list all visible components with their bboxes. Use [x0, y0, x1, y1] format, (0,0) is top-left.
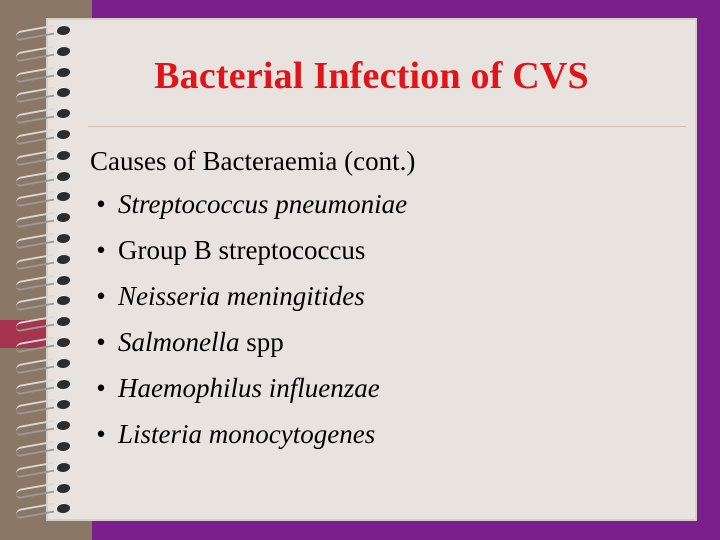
- list-item: [90, 417, 680, 463]
- coil-wire: [16, 233, 54, 250]
- bullet-icon: •: [96, 327, 106, 357]
- spiral-coil: [10, 186, 82, 206]
- coil-wire: [16, 503, 54, 520]
- bullet-icon: •: [96, 189, 106, 219]
- binding-hole: [56, 212, 70, 222]
- list-item-text: Listeria monocytogenes: [118, 419, 376, 449]
- coil-wire: [16, 420, 54, 437]
- bullet-list: [90, 187, 680, 463]
- species-suffix: spp: [239, 327, 284, 357]
- spiral-coil: [10, 353, 82, 373]
- spiral-coil: [10, 436, 82, 456]
- binding-hole: [56, 254, 70, 264]
- spiral-coil: [10, 270, 82, 290]
- list-item-text: Neisseria meningitides: [118, 281, 365, 311]
- binding-hole: [56, 462, 70, 472]
- binding-hole: [56, 108, 70, 118]
- spiral-coil: [10, 498, 82, 518]
- spiral-coil: [10, 228, 82, 248]
- binding-hole: [56, 441, 70, 451]
- spiral-coil: [10, 124, 82, 144]
- binding-hole: [56, 483, 70, 493]
- coil-wire: [16, 212, 54, 229]
- spiral-coil: [10, 394, 82, 414]
- spiral-coil: [10, 145, 82, 165]
- binding-hole: [56, 275, 70, 285]
- coil-wire: [16, 149, 54, 166]
- binding-hole: [56, 295, 70, 305]
- coil-wire: [16, 316, 54, 333]
- spiral-coil: [10, 311, 82, 331]
- bullet-icon: •: [96, 419, 106, 449]
- binding-hole: [56, 316, 70, 326]
- coil-wire: [16, 399, 54, 416]
- spiral-coil: [10, 374, 82, 394]
- slide-title: Bacterial Infection of CVS: [154, 55, 589, 97]
- coil-wire: [16, 482, 54, 499]
- binding-hole: [56, 129, 70, 139]
- coil-wire: [16, 253, 54, 270]
- spiral-coil: [10, 103, 82, 123]
- coil-wire: [16, 191, 54, 208]
- list-item: [90, 325, 680, 371]
- title-divider: [88, 126, 686, 127]
- list-item-text: [118, 325, 284, 359]
- binding-hole: [56, 399, 70, 409]
- spiral-coil: [10, 290, 82, 310]
- coil-wire: [16, 108, 54, 125]
- binding-hole: [56, 171, 70, 181]
- spiral-coil: [10, 249, 82, 269]
- coil-wire: [16, 378, 54, 395]
- slide-subtitle: Causes of Bacteraemia (cont.): [90, 146, 416, 176]
- coil-wire: [16, 357, 54, 374]
- spiral-coil: [10, 20, 82, 40]
- bullet-icon: •: [96, 373, 106, 403]
- coil-wire: [16, 170, 54, 187]
- slide-body: [90, 146, 680, 463]
- spiral-coil: [10, 207, 82, 227]
- coil-wire: [16, 274, 54, 291]
- list-item-text: Streptococcus pneumoniae: [118, 189, 408, 219]
- binding-hole: [56, 358, 70, 368]
- spiral-coil: [10, 457, 82, 477]
- binding-hole: [56, 420, 70, 430]
- list-item: [90, 279, 680, 325]
- binding-hole: [56, 191, 70, 201]
- genus-name: Salmonella: [118, 327, 240, 357]
- list-item: [90, 187, 680, 233]
- spiral-coil: [10, 166, 82, 186]
- list-item: [90, 233, 680, 279]
- coil-wire: [16, 441, 54, 458]
- spiral-coil: [10, 415, 82, 435]
- spiral-coil: [10, 332, 82, 352]
- binding-hole: [56, 337, 70, 347]
- bullet-icon: •: [96, 235, 106, 265]
- bullet-icon: •: [96, 281, 106, 311]
- spiral-coil: [10, 478, 82, 498]
- coil-wire: [16, 295, 54, 312]
- coil-wire: [16, 337, 54, 354]
- binding-hole: [56, 25, 70, 35]
- binding-hole: [56, 379, 70, 389]
- binding-hole: [56, 150, 70, 160]
- coil-wire: [16, 461, 54, 478]
- coil-wire: [16, 129, 54, 146]
- coil-wire: [16, 25, 54, 42]
- list-item-text: Group B streptococcus: [118, 235, 366, 265]
- list-item-text: Haemophilus influenzae: [118, 373, 380, 403]
- binding-hole: [56, 233, 70, 243]
- list-item: [90, 371, 680, 417]
- binding-hole: [56, 503, 70, 513]
